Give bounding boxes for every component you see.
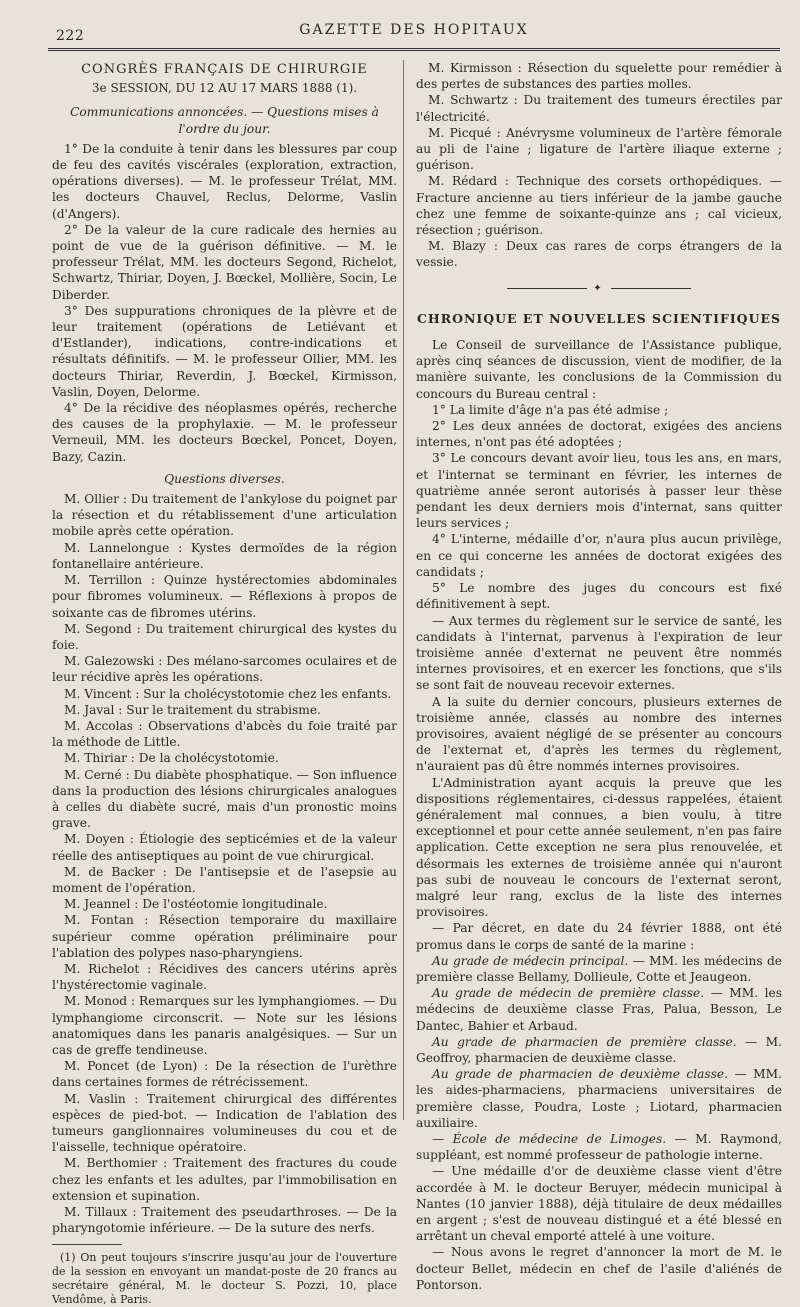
diverse-item: M. Segond : Du traitement chirurgical des kystes du foie.	[52, 621, 397, 652]
footnote: (1) On peut toujours s'inscrire jusqu'au jour de l'ouverture de la session en envoyant un mandat-poste de 20 francs au secrétaire général, M. le docteur S. Pozzi, 10, place Vendôme, à Paris.	[52, 1251, 397, 1307]
diverse-item: M. Berthomier : Traitement des fractures du coude chez les enfants et les adultes, par l'immobilisation en extension et supination.	[52, 1156, 397, 1203]
congress-title: CONGRÈS FRANÇAIS DE CHIRURGIE	[81, 62, 368, 77]
diverse-item: M. Poncet (de Lyon) : De la résection de l'urèthre dans certaines formes de rétrécissement.	[52, 1059, 397, 1090]
session-line: 3e SESSION, DU 12 AU 17 MARS 1888 (1).	[91, 81, 358, 96]
news-paragraph: L'Administration ayant acquis la preuve que les dispositions réglementaires, ci-dessus rappelées, étaient généralement mal connues, a bien voulu, à titre exceptionnel et pour cette année seulement, n'en pas faire application. Cette exception ne sera plus renouvelée, et désormais les externes de troisième année qui n'auront pas subi de nouveau le concours de l'externat seront, malgré leur rang, exclus de la liste des internes provisoires.	[416, 775, 782, 920]
diverse-item: M. de Backer : De l'antisepsie et de l'asepsie au moment de l'opération.	[52, 864, 397, 895]
promotion-grade: Au grade de pharmacien de deuxième classe.	[432, 1067, 729, 1082]
column-divider	[403, 60, 404, 1120]
diverse-item: M. Accolas : Observations d'abcès du foie traité par la méthode de Little.	[52, 718, 397, 750]
diverse-item: M. Thiriar : De la cholécystotomie.	[64, 751, 279, 766]
promotion-item	[416, 953, 782, 985]
footnote-rule	[52, 1244, 122, 1245]
conseil-paragraph: Le Conseil de surveillance de l'Assistance publique, après cinq séances de discussion, vient de modifier, de la manière suivante, les conclusions de la Commission du concours du Bureau central :	[416, 338, 782, 401]
diverse-heading: Questions diverses.	[164, 471, 285, 486]
limoges-text: — M. Raymond, suppléant, est nommé professeur de pathologie interne.	[416, 1132, 782, 1163]
final-paragraph: — Une médaille d'or de deuxième classe vient d'être accordée à M. le docteur Beruyer, médecin municipal à Nantes (10 janvier 1888), déjà titulaire de deux médailles en argent ; s'est de nouveau distingué et a été blessé en arrêtant un cheval emporté attelé à une voiture.	[416, 1164, 782, 1244]
promotion-item	[416, 1034, 782, 1066]
communications-heading: Communications annoncées. — Questions mises à l'ordre du jour.	[70, 105, 379, 136]
diverse-item: M. Javal : Sur le traitement du strabisme.	[64, 702, 321, 717]
promotion-text: — M. Geoffroy, pharmacien de deuxième classe.	[416, 1034, 782, 1065]
news-paragraph: A la suite du dernier concours, plusieurs externes de troisième année, classés au nombre des internes provisoires, avaient négligé de se présenter au concours de l'externat et, d'après les termes du règlement, n'auraient pas dû être nommés internes provisoires.	[416, 694, 782, 774]
left-column	[52, 60, 397, 1307]
promotion-text: — MM. les médecins de deuxième classe Fras, Palua, Besson, Le Dantec, Bahier et Arbaud.	[416, 986, 782, 1033]
continued-item: M. Schwartz : Du traitement des tumeurs érectiles par l'électricité.	[416, 93, 782, 124]
news-paragraph: — Aux termes du règlement sur le service de santé, les candidats à l'internat, parvenus à l'expiration de leur troisième année d'externat ne peuvent être nommés internes provisoires, et en exercer les fonctions, que s'ils se sont fait de nouveau recevoir externes.	[416, 613, 782, 693]
limoges-prefix: —	[432, 1132, 453, 1146]
diverse-item: M. Terrillon : Quinze hystérectomies abdominales pour fibromes volumineux. — Réflexions à propos de soixante cas de fibromes utérins.	[52, 573, 397, 620]
diverse-item: M. Vaslin : Traitement chirurgical des différentes espèces de pied-bot. — Indication de l'ablation des tumeurs ganglionnaires volumineuses du cou et de l'aisselle, technique opératoire.	[52, 1091, 397, 1155]
continued-item: M. Blazy : Deux cas rares de corps étrangers de la vessie.	[416, 239, 782, 270]
promotion-item	[416, 985, 782, 1034]
numbered-item: 3° Le concours devant avoir lieu, tous les ans, en mars, et l'internat se terminant en février, les internes de quatrième année seront autorisés à passer leur thèse pendant les deux derniers mois d'internat, sans quitter leurs services ;	[416, 451, 782, 531]
journal-title: GAZETTE DES HOPITAUX	[299, 22, 529, 38]
diverse-item: M. Richelot : Récidives des cancers utérins après l'hystérectomie vaginale.	[52, 961, 397, 993]
promotion-grade: Au grade de médecin principal.	[432, 953, 629, 968]
diverse-item: M. Ollier : Du traitement de l'ankylose du poignet par la résection et du rétablissement d'une articulation mobile après cette opération.	[52, 492, 397, 539]
continued-item: M. Kirmisson : Résection du squelette pour remédier à des pertes de substances des parties molles.	[416, 61, 782, 92]
question-item: 4° De la récidive des néoplasmes opérés, recherche des causes de la prophylaxie. — M. le professeur Verneuil, MM. les docteurs Bœckel, Poncet, Doyen, Bazy, Cazin.	[52, 401, 397, 464]
numbered-item: 5° Le nombre des juges du concours est fixé définitivement à sept.	[416, 581, 782, 612]
section-separator: ✦	[416, 281, 782, 297]
diverse-item: M. Doyen : Étiologie des septicémies et de la valeur réelle des antiseptiques au point de vue chirurgical.	[52, 832, 397, 863]
right-column	[416, 60, 782, 1293]
continued-item: M. Rédard : Technique des corsets orthopédiques. — Fracture ancienne au tiers inférieur de la jambe gauche chez une femme de soixante-quinze ans ; cal vicieux, résection ; guérison.	[416, 174, 782, 238]
promotion-item	[416, 1066, 782, 1131]
continued-item: M. Picqué : Anévrysme volumineux de l'artère fémorale au pli de l'aine ; ligature de l'artère iliaque externe ; guérison.	[416, 125, 782, 173]
question-item: 2° De la valeur de la cure radicale des hernies au point de vue de la guérison définitive. — M. le professeur Trélat, MM. les docteurs Segond, Richelot, Schwartz, Thiriar, Doyen, J. Bœckel, Mollière, Socin, Le Diberder.	[52, 222, 397, 302]
diverse-item: M. Cerné : Du diabète phosphatique. — Son influence dans la production des lésions chirurgicales analogues à celles du diabète sucré, mais d'un pronostic moins grave.	[52, 767, 397, 831]
diverse-item: M. Monod : Remarques sur les lymphangiomes. — Du lymphangiome circonscrit. — Note sur les lésions anatomiques dans les panaris analgésiques. — Sur un cas de greffe tendineuse.	[52, 994, 397, 1057]
final-paragraph: — Nous avons le regret d'annoncer la mort de M. le docteur Bellet, médecin en chef de l'asile d'aliénés de Pontorson.	[416, 1245, 782, 1292]
numbered-item: 2° Les deux années de doctorat, exigées des anciens internes, n'ont pas été adoptées ;	[416, 419, 782, 450]
news-paragraph: — Par décret, en date du 24 février 1888, ont été promus dans le corps de santé de la marine :	[416, 921, 782, 952]
numbered-item: 4° L'interne, médaille d'or, n'aura plus aucun privilège, en ce qui concerne les années de doctorat exigées des candidats ;	[416, 532, 782, 579]
question-item: 3° Des suppurations chroniques de la plèvre et de leur traitement (opérations de Letiévant et d'Estlander), indications, contre-indications et résultats définitifs. — M. le professeur Ollier, MM. les docteurs Thiriar, Reverdin, J. Bœckel, Kirmisson, Vaslin, Doyen, Delorme.	[52, 303, 397, 399]
promotion-text: — MM. les médecins de première classe Bellamy, Dollieule, Cotte et Jeaugeon.	[416, 953, 782, 984]
promotion-grade: Au grade de pharmacien de première classe.	[432, 1034, 737, 1049]
diverse-item: M. Lannelongue : Kystes dermoïdes de la région fontanellaire antérieure.	[52, 540, 397, 571]
diverse-item: M. Jeannel : De l'ostéotomie longitudinale.	[64, 897, 328, 912]
question-item: 1° De la conduite à tenir dans les blessures par coup de feu des cavités viscérales (exploration, extraction, opérations diverses). — M. le professeur Trélat, MM. les docteurs Chauvel, Reclus, Delorme, Vaslin (d'Angers).	[52, 141, 397, 221]
promotion-text: — MM. les aides-pharmaciens, pharmaciens universitaires de première classe, Poudra, Loste ; Liotard, pharmacien auxiliaire.	[416, 1067, 782, 1130]
promotion-grade: Au grade de médecin de première classe.	[432, 986, 705, 1001]
numbered-item: 1° La limite d'âge n'a pas été admise ;	[432, 402, 669, 417]
diverse-item: M. Fontan : Résection temporaire du maxillaire supérieur comme opération préliminaire pour l'ablation des polypes naso-pharyngiens.	[52, 913, 397, 960]
limoges-school: École de médecine de Limoges.	[452, 1132, 667, 1146]
chronique-title: CHRONIQUE ET NOUVELLES SCIENTIFIQUES	[416, 310, 782, 326]
running-head	[48, 22, 780, 48]
limoges-item	[416, 1131, 782, 1163]
diverse-item: M. Vincent : Sur la cholécystotomie chez les enfants.	[64, 686, 392, 701]
diverse-item: M. Tillaux : Traitement des pseudarthroses. — De la pharyngotomie inférieure. — De la suture des nerfs.	[52, 1205, 397, 1236]
diverse-item: M. Galezowski : Des mélano-sarcomes oculaires et de leur récidive après les opérations.	[52, 654, 397, 685]
header-rule	[48, 48, 780, 51]
page-number: 222	[56, 28, 85, 44]
